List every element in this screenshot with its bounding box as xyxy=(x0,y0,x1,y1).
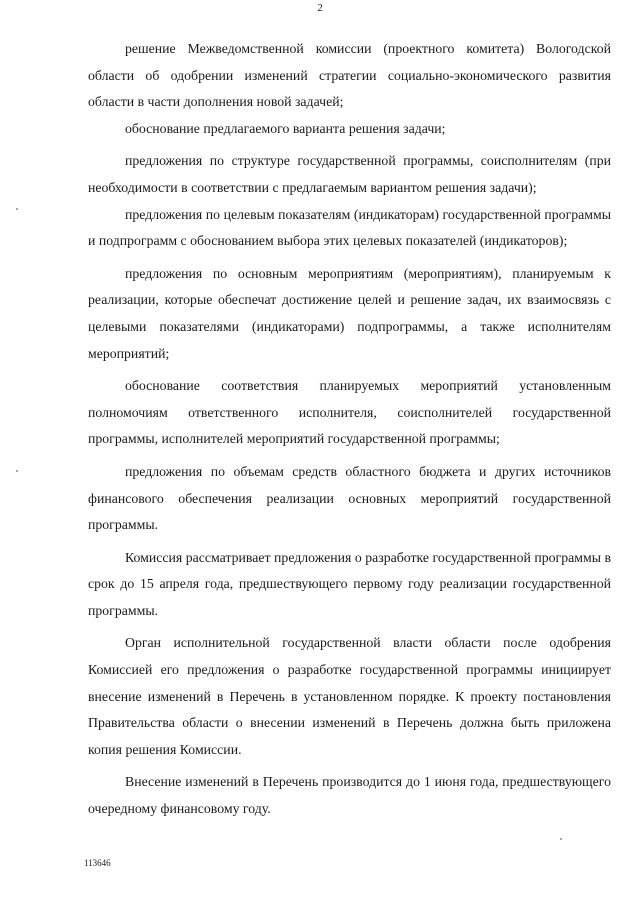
paragraph-structure-proposals: предложения по структуре государственной программы, соисполнителям (при необходимости в соответствии с предлагаемым вариантом решения задачи); xyxy=(88,153,611,195)
paragraph-compliance-justification: обоснование соответствия планируемых мероприятий установленным полномочиям ответственного исполнителя, соисполнителей государственной программы, исполнителей мероприятий государственной программы; xyxy=(88,378,611,447)
document-code: 113646 xyxy=(84,858,111,868)
paragraph-amendment-deadline: Внесение изменений в Перечень производится до 1 июня года, предшествующего очередному финансовому году. xyxy=(88,774,611,817)
paragraph-funding-proposals: предложения по объемам средств областного бюджета и других источников финансового обеспечения реализации основных мероприятий государственной программы. xyxy=(88,463,611,533)
scan-speck xyxy=(16,470,18,472)
paragraph-approval-procedure: Орган исполнительной государственной власти области после одобрения Комиссией его предложения о разработке государственной программы инициирует внесение изменений в Перечень в установленном порядке. К проекту постановления Правительства области о внесении изменений в Перечень должна быть приложена копия решения Комиссии. xyxy=(88,635,611,757)
paragraph-justification: обоснование предлагаемого варианта решения задачи; xyxy=(125,120,446,136)
scan-speck xyxy=(16,208,18,210)
document-body xyxy=(88,36,611,829)
paragraph-indicator-proposals: предложения по целевым показателям (индикаторам) государственной программы и подпрограмм с обоснованием выбора этих целевых показателей (индикаторов); xyxy=(88,206,611,249)
paragraph-activities-proposals: предложения по основным мероприятиям (мероприятиям), планируемым к реализации, которые обеспечат достижение целей и решение задач, их взаимосвязь с целевыми показателями (индикаторами) подпрограммы, а также исполнителям мероприятий; xyxy=(88,265,611,361)
paragraph-review-deadline: Комиссия рассматривает предложения о разработке государственной программы в срок до 15 апреля года, предшествующего первому году реализации государственной программы. xyxy=(88,549,611,618)
scan-speck xyxy=(560,838,562,840)
page-number: 2 xyxy=(317,2,323,14)
paragraph-commission-decision: решение Межведомственной комиссии (проектного комитета) Вологодской области об одобрении изменений стратегии социально-экономического развития области в части дополнения новой задачей; xyxy=(88,41,611,110)
